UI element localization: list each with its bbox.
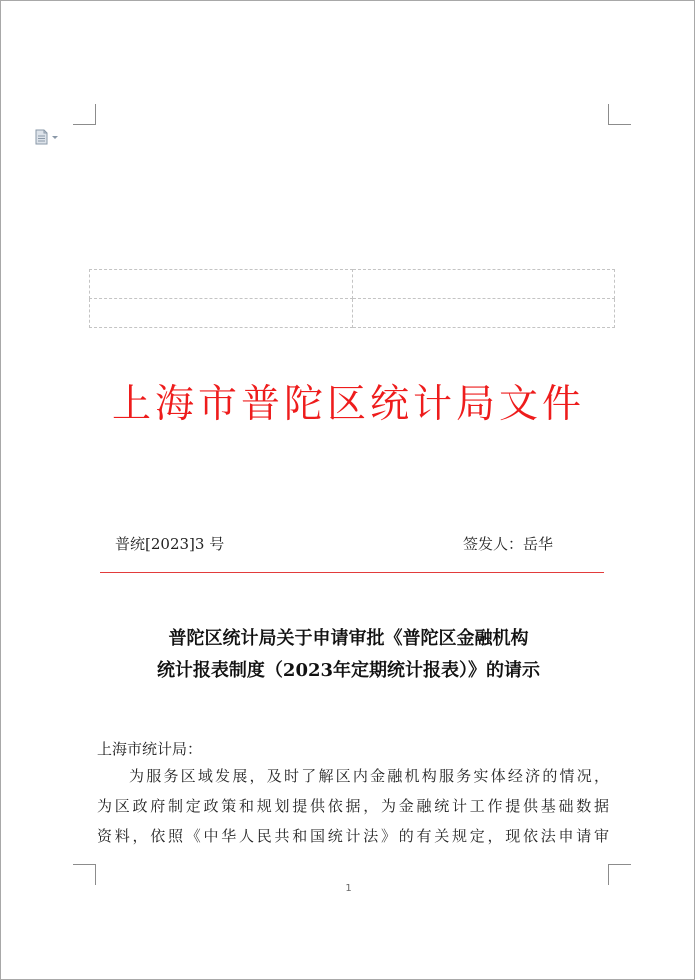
document-subject: [1, 623, 695, 687]
signer: 签发人：岳华: [463, 535, 554, 553]
subject-line: 统计报表制度（2023年定期统计报表）》的请示: [156, 660, 541, 681]
chevron-down-icon: [52, 136, 58, 139]
red-divider: [100, 572, 604, 573]
document-body: [97, 737, 609, 851]
page-number: 1: [345, 883, 352, 894]
header-cell[interactable]: [352, 299, 615, 328]
header-cell[interactable]: [90, 270, 353, 299]
document-title: 上海市普陀区统计局文件: [111, 382, 585, 427]
salutation: 上海市统计局：: [97, 740, 203, 758]
body-line: 资料，依照《中华人民共和国统计法》的有关规定，现依法申请审: [97, 827, 609, 845]
crop-mark-top-left: [73, 104, 96, 125]
body-line: 为区政府制定政策和规划提供依据，为金融统计工作提供基础数据: [97, 797, 609, 815]
document-icon: [35, 129, 61, 145]
crop-mark-bottom-left: [73, 864, 96, 885]
subject-line: 普陀区统计局关于申请审批《普陀区金融机构: [168, 628, 529, 649]
header-cell[interactable]: [90, 299, 353, 328]
crop-mark-top-right: [608, 104, 631, 125]
header-table: [89, 269, 615, 328]
document-number: 普统[2023]3 号: [115, 535, 225, 553]
body-line: 为服务区域发展，及时了解区内金融机构服务实体经济的情况，: [129, 767, 609, 785]
crop-mark-bottom-right: [608, 864, 631, 885]
header-cell[interactable]: [352, 270, 615, 299]
document-options-button[interactable]: [35, 129, 61, 145]
